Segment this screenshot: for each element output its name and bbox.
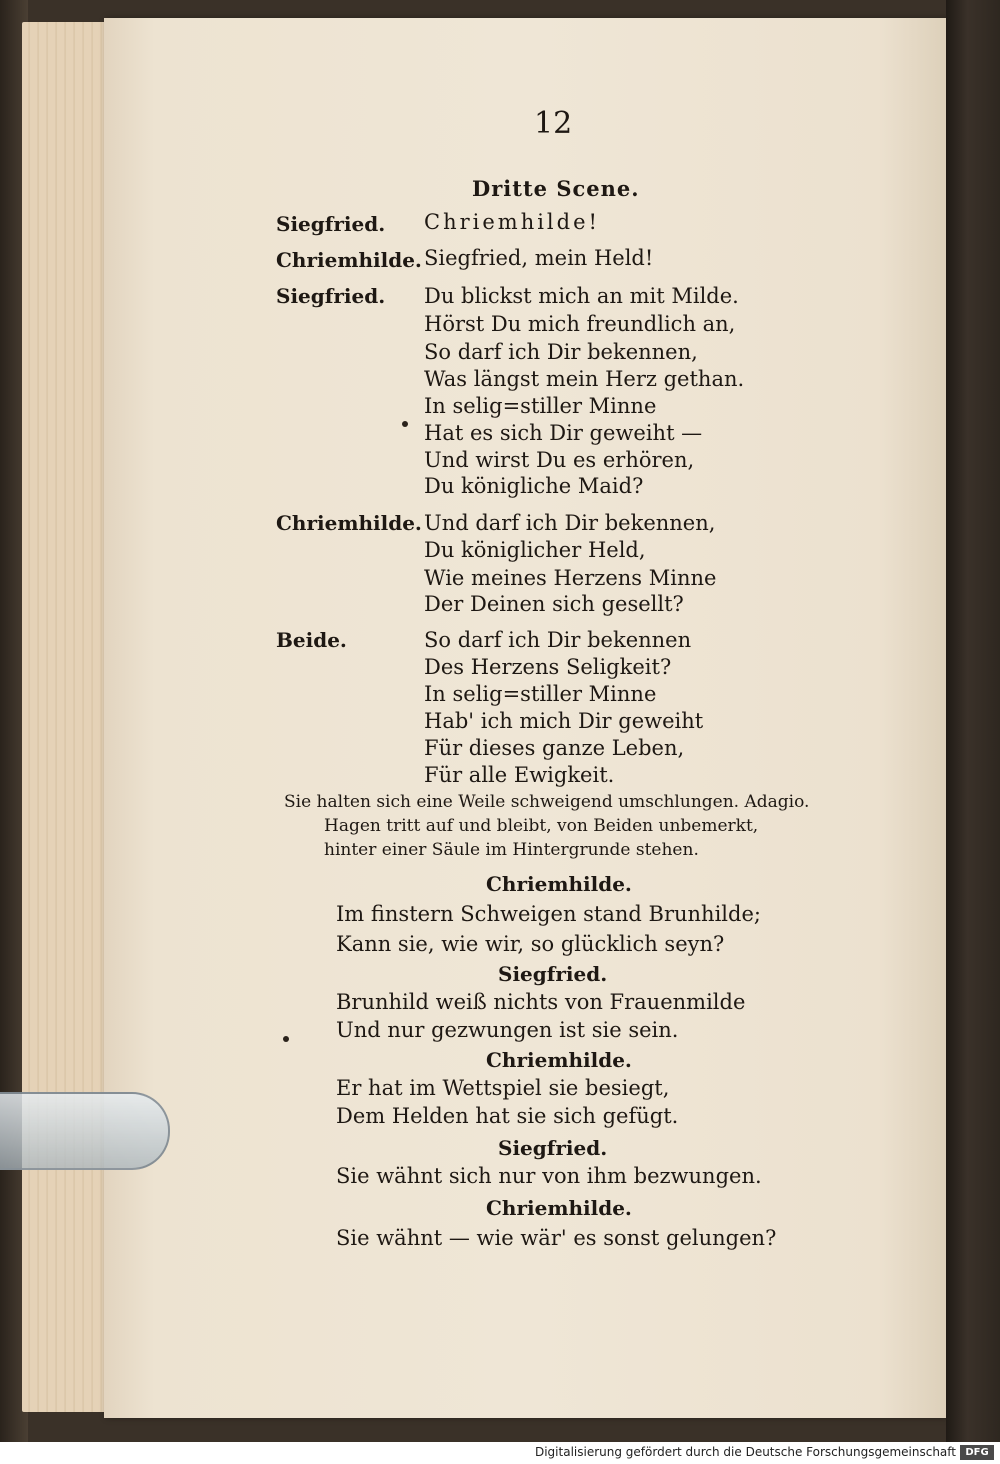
verse-line: Für alle Ewigkeit.: [424, 763, 615, 787]
verse-line: Sie wähnt — wie wär' es sonst gelungen?: [336, 1226, 777, 1250]
verse-line: Er hat im Wettspiel sie besiegt,: [336, 1076, 670, 1100]
ink-dot: [402, 421, 408, 427]
verse-line: Du königlicher Held,: [424, 538, 646, 562]
verse-line: Und nur gezwungen ist sie sein.: [336, 1018, 679, 1042]
verse-line: Hab' ich mich Dir geweiht: [424, 709, 704, 733]
verse-line: So darf ich Dir bekennen,: [424, 340, 698, 364]
verse-line: Der Deinen sich gesellt?: [424, 592, 684, 616]
verse-line: Des Herzens Seligkeit?: [424, 655, 672, 679]
verse-line: Was längst mein Herz gethan.: [424, 367, 745, 391]
verse-line: In selig=stiller Minne: [424, 682, 657, 706]
speaker-name: Beide.: [276, 628, 347, 652]
verse-line: Für dieses ganze Leben,: [424, 736, 685, 760]
verse-line: Sie wähnt sich nur von ihm bezwungen.: [336, 1164, 762, 1188]
verse-line: Dem Helden hat sie sich gefügt.: [336, 1104, 679, 1128]
speaker-heading: Chriemhilde.: [486, 872, 632, 896]
footer-bar: [0, 1442, 1000, 1464]
verse-line: Und darf ich Dir bekennen,: [424, 511, 716, 535]
page-clip: [0, 1092, 170, 1170]
speaker-heading: Chriemhilde.: [486, 1196, 632, 1220]
page-number: 12: [534, 106, 573, 141]
stage-direction-line: hinter einer Säule im Hintergrunde stehen.: [324, 840, 699, 860]
verse-line: Hat es sich Dir geweiht —: [424, 421, 703, 445]
stage-direction-line: Hagen tritt auf und bleibt, von Beiden unbemerkt,: [324, 816, 759, 836]
verse-line: Kann sie, wie wir, so glücklich seyn?: [336, 932, 725, 956]
speaker-name: Chriemhilde.: [276, 511, 422, 535]
verse-line: Wie meines Herzens Minne: [424, 566, 717, 590]
ink-dot: [283, 1036, 289, 1042]
speaker-name: Chriemhilde.: [276, 248, 422, 272]
dfg-logo: DFG: [960, 1445, 994, 1460]
stage-direction-line: Sie halten sich eine Weile schweigend umschlungen. Adagio.: [284, 792, 810, 812]
verse-line: So darf ich Dir bekennen: [424, 628, 692, 652]
speaker-heading: Siegfried.: [498, 1136, 608, 1160]
verse-line: Und wirst Du es erhören,: [424, 448, 695, 472]
funding-credit: Digitalisierung gefördert durch die Deutsche Forschungsgemeinschaft: [534, 1445, 956, 1459]
book-gutter-right: [946, 0, 1000, 1442]
verse-line: Siegfried, mein Held!: [424, 246, 654, 270]
verse-line: Brunhild weiß nichts von Frauenmilde: [336, 990, 746, 1014]
speaker-heading: Chriemhilde.: [486, 1048, 632, 1072]
verse-line: Du königliche Maid?: [424, 474, 644, 498]
speaker-heading: Siegfried.: [498, 962, 608, 986]
verse-line: In selig=stiller Minne: [424, 394, 657, 418]
verse-line: Chriemhilde!: [424, 210, 600, 234]
speaker-name: Siegfried.: [276, 212, 386, 236]
speaker-name: Siegfried.: [276, 284, 386, 308]
verse-line: Im finstern Schweigen stand Brunhilde;: [336, 902, 761, 926]
verse-line: Du blickst mich an mit Milde.: [424, 284, 739, 308]
scene-title: Dritte Scene.: [472, 176, 640, 201]
verse-line: Hörst Du mich freundlich an,: [424, 312, 736, 336]
